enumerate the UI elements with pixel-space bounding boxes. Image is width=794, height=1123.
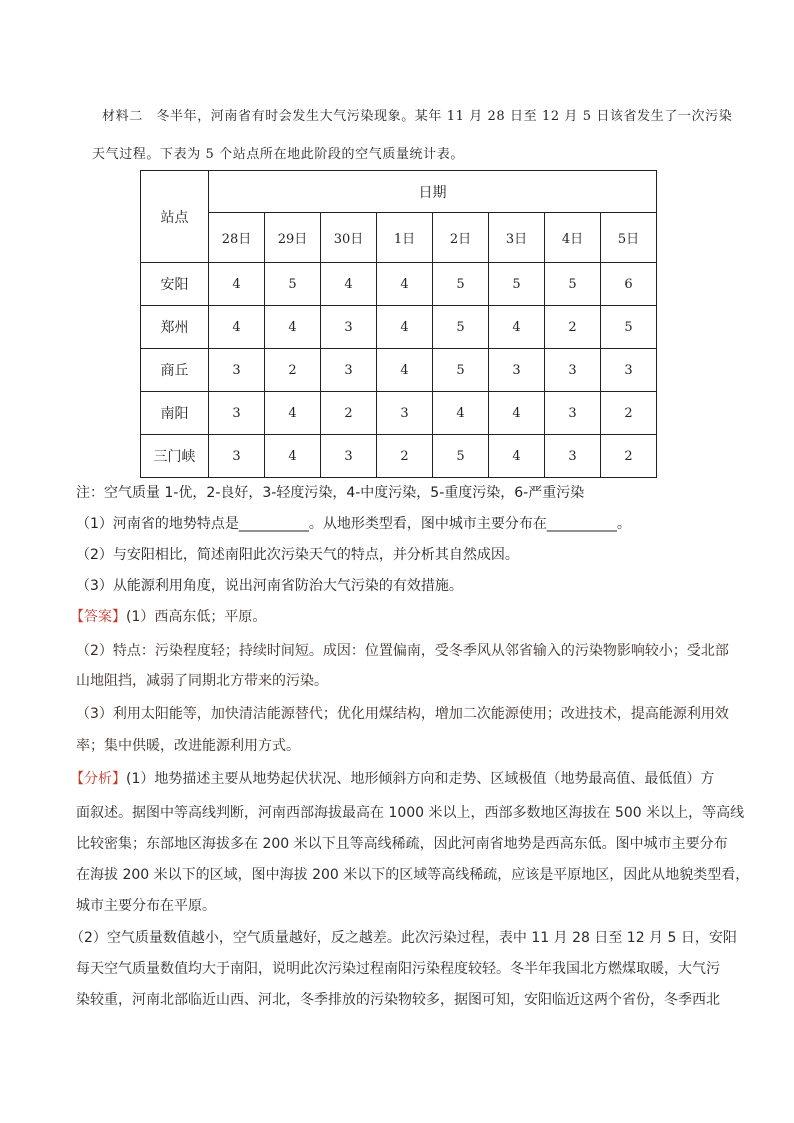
analysis-line-8: 染较重，河南北部临近山西、河北，冬季排放的污染物较多，据图可知，安阳临近这两个省份，冬季西北 <box>76 992 720 1008</box>
value-cell: 4 <box>489 306 545 349</box>
value-cell: 2 <box>321 392 377 435</box>
value-cell: 5 <box>489 263 545 306</box>
value-cell: 3 <box>209 349 265 392</box>
answer-2-line-1: （2）特点：污染程度轻；持续时间短。成因：位置偏南，受冬季风从邻省输入的污染物影响较小；受北部 <box>76 643 729 659</box>
date-cell: 2日 <box>433 213 489 263</box>
analysis-line-1 <box>70 769 714 789</box>
value-cell: 3 <box>321 306 377 349</box>
date-header: 日期 <box>209 171 657 213</box>
analysis-line-3: 比较密集；东部地区海拔多在 200 米以下且等高线稀疏，因此河南省地势是西高东低。图中城市主要分布 <box>76 836 728 852</box>
value-cell: 4 <box>489 435 545 478</box>
value-cell: 3 <box>377 392 433 435</box>
question-3: （3）从能源利用角度，说出河南省防治大气污染的有效措施。 <box>76 578 463 594</box>
question-2: （2）与安阳相比，简述南阳此次污染天气的特点，并分析其自然成因。 <box>76 547 519 563</box>
value-cell: 5 <box>433 349 489 392</box>
station-cell: 郑州 <box>141 306 209 349</box>
value-cell: 2 <box>377 435 433 478</box>
value-cell: 3 <box>321 349 377 392</box>
table-row <box>141 435 657 478</box>
value-cell: 3 <box>545 435 601 478</box>
answer-tag: 【答案】 <box>70 609 126 625</box>
value-cell: 5 <box>601 306 657 349</box>
date-cell: 4日 <box>545 213 601 263</box>
date-cell: 3日 <box>489 213 545 263</box>
date-cell: 28日 <box>209 213 265 263</box>
value-cell: 2 <box>265 349 321 392</box>
date-cell: 29日 <box>265 213 321 263</box>
air-quality-table <box>140 170 657 478</box>
analysis-tag: 【分析】 <box>70 771 126 787</box>
value-cell: 3 <box>209 435 265 478</box>
value-cell: 5 <box>433 263 489 306</box>
answer-2-line-2: 山地阻挡，减弱了同期北方带来的污染。 <box>76 673 328 689</box>
value-cell: 3 <box>545 349 601 392</box>
value-cell: 5 <box>265 263 321 306</box>
value-cell: 4 <box>321 263 377 306</box>
value-cell: 3 <box>545 392 601 435</box>
value-cell: 5 <box>433 435 489 478</box>
station-cell: 三门峡 <box>141 435 209 478</box>
answer-1: (1）西高东低；平原。 <box>126 609 267 625</box>
value-cell: 4 <box>377 349 433 392</box>
value-cell: 4 <box>209 306 265 349</box>
analysis-line-4: 在海拔 200 米以下的区域，图中海拔 200 米以下的区域等高线稀疏，应该是平原地区，因此从地貌类型看， <box>76 867 750 883</box>
value-cell: 4 <box>265 392 321 435</box>
date-cell: 1日 <box>377 213 433 263</box>
value-cell: 3 <box>601 349 657 392</box>
value-cell: 4 <box>265 306 321 349</box>
value-cell: 4 <box>377 306 433 349</box>
table-row <box>141 263 657 306</box>
material-line-2: 天气过程。下表为 5 个站点所在地此阶段的空气质量统计表。 <box>92 147 464 162</box>
answer-3-line-1: （3）利用太阳能等，加快清洁能源替代；优化用煤结构，增加二次能源使用；改进技术，提高能源利用效 <box>76 706 729 722</box>
station-header: 站点 <box>141 171 209 263</box>
material-line-1: 材料二 冬半年，河南省有时会发生大气污染现象。某年 11 月 28 日至 12 月 5 日该省发生了一次污染 <box>102 109 733 124</box>
value-cell: 2 <box>545 306 601 349</box>
date-cell: 5日 <box>601 213 657 263</box>
table-row <box>141 392 657 435</box>
answer-3-line-2: 率；集中供暖，改进能源利用方式。 <box>76 738 300 754</box>
value-cell: 2 <box>601 392 657 435</box>
value-cell: 4 <box>489 392 545 435</box>
analysis-text: (1）地势描述主要从地势起伏状况、地形倾斜方向和走势、区域极值（地势最高值、最低值）方 <box>126 771 715 787</box>
analysis-line-2: 面叙述。据图中等高线判断，河南西部海拔最高在 1000 米以上，西部多数地区海拔在 500 米以上，等高线 <box>76 805 745 821</box>
value-cell: 4 <box>265 435 321 478</box>
value-cell: 4 <box>377 263 433 306</box>
answer-line-1 <box>70 607 266 627</box>
station-cell: 商丘 <box>141 349 209 392</box>
value-cell: 2 <box>601 435 657 478</box>
value-cell: 4 <box>433 392 489 435</box>
value-cell: 3 <box>209 392 265 435</box>
date-cell: 30日 <box>321 213 377 263</box>
question-1: （1）河南省的地势特点是__________。从地形类型看，图中城市主要分布在__________。 <box>76 516 631 532</box>
table-note: 注：空气质量 1-优，2-良好，3-轻度污染，4-中度污染，5-重度污染，6-严重污染 <box>76 485 585 501</box>
analysis-line-6: （2）空气质量数值越小，空气质量越好，反之越差。此次污染过程，表中 11 月 28 日至 12 月 5 日，安阳 <box>70 930 737 946</box>
analysis-line-7: 每天空气质量数值均大于南阳，说明此次污染过程南阳污染程度较轻。冬半年我国北方燃煤取暖，大气污 <box>76 961 720 977</box>
station-cell: 安阳 <box>141 263 209 306</box>
value-cell: 4 <box>209 263 265 306</box>
value-cell: 3 <box>321 435 377 478</box>
analysis-line-5: 城市主要分布在平原。 <box>76 898 216 914</box>
table-row <box>141 306 657 349</box>
value-cell: 5 <box>545 263 601 306</box>
value-cell: 5 <box>433 306 489 349</box>
station-cell: 南阳 <box>141 392 209 435</box>
value-cell: 3 <box>489 349 545 392</box>
table-row <box>141 349 657 392</box>
value-cell: 6 <box>601 263 657 306</box>
